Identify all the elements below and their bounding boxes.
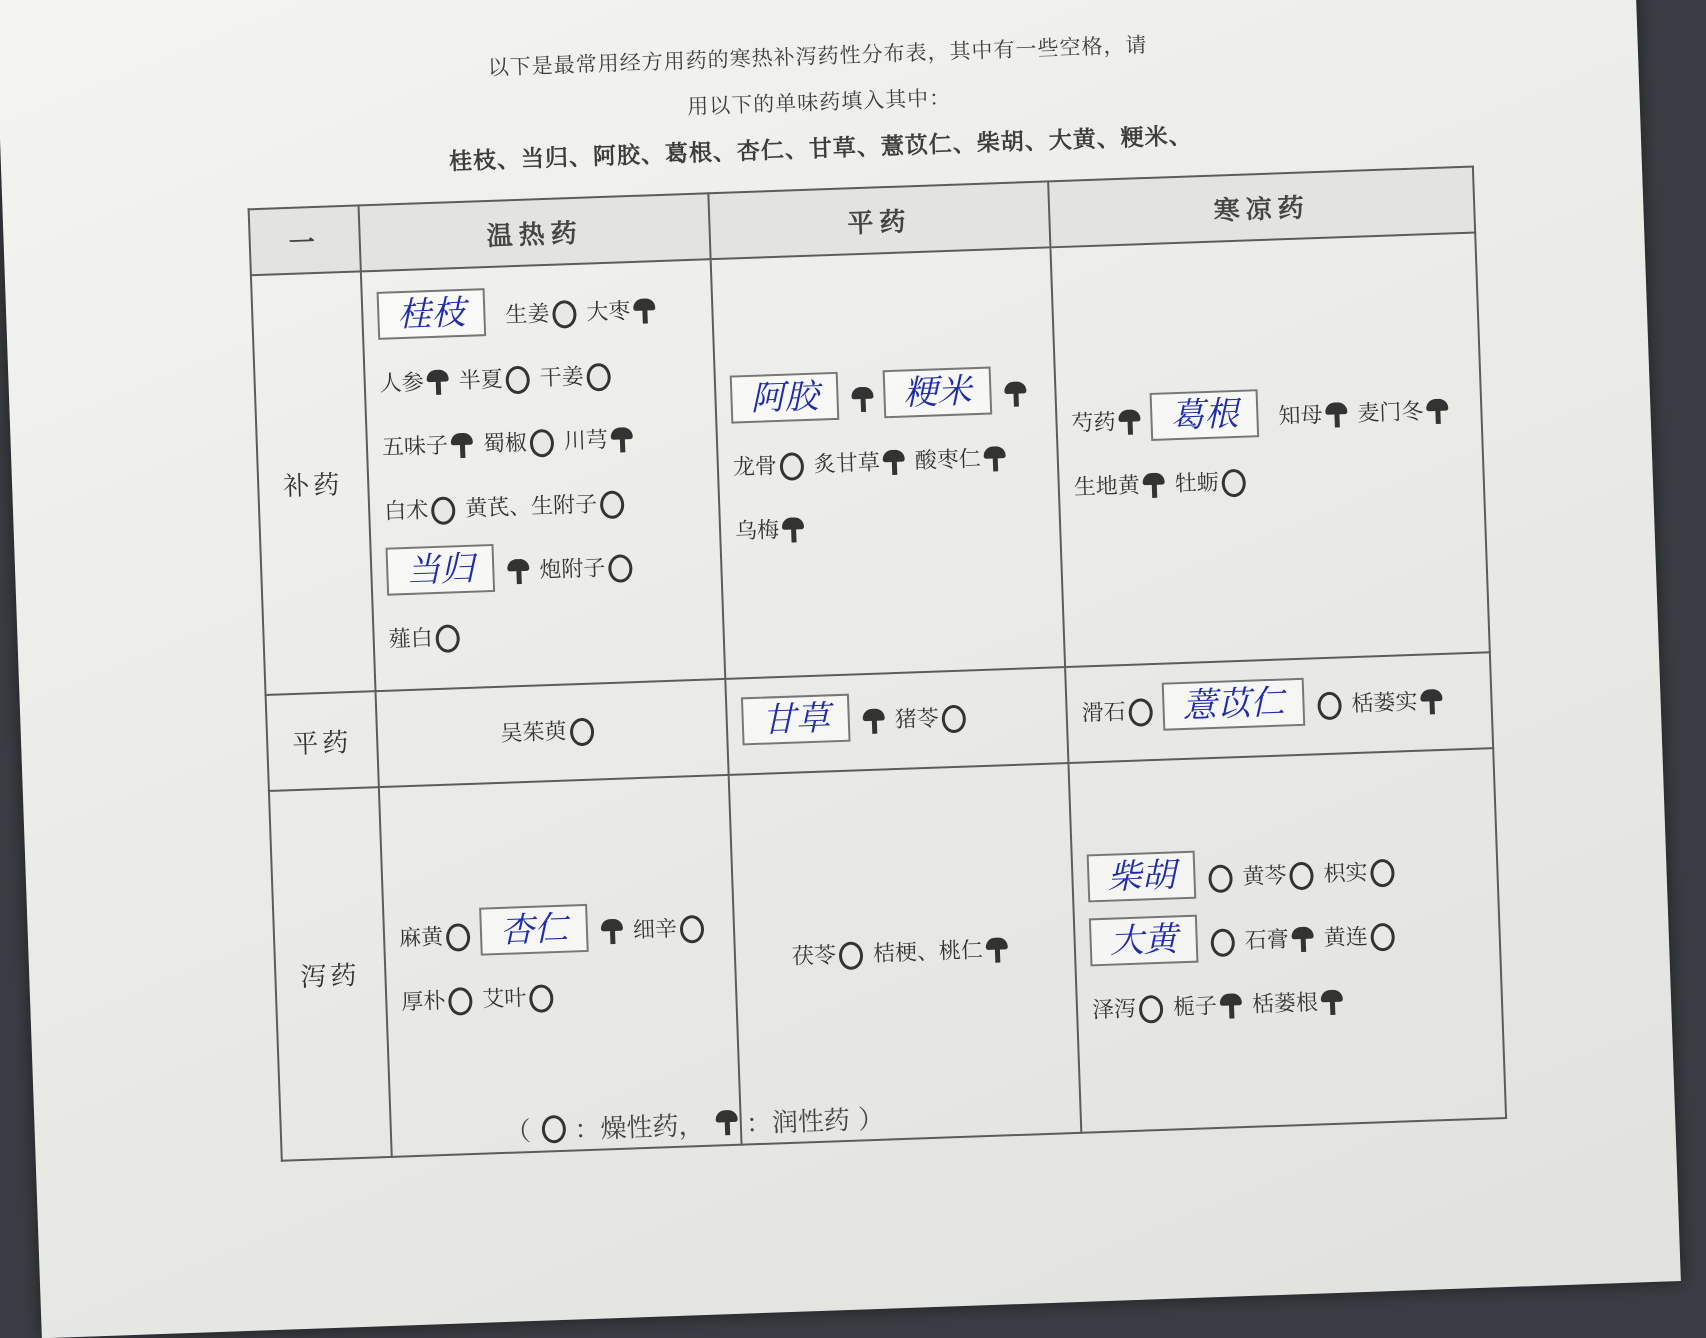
herb-name: 细辛 xyxy=(632,916,678,944)
herb-item xyxy=(813,431,906,498)
moist-mark-icon xyxy=(633,298,656,325)
herb-item xyxy=(585,279,656,345)
herb-item xyxy=(504,282,577,348)
moist-mark-icon xyxy=(426,369,449,396)
dry-mark-icon xyxy=(446,923,471,952)
column-header-cold: 寒凉药 xyxy=(1048,167,1475,248)
dry-mark-icon xyxy=(505,366,530,395)
herb-item xyxy=(1251,971,1344,1038)
herb-item xyxy=(539,345,612,411)
herb-item xyxy=(1241,844,1314,910)
herb-item xyxy=(388,606,461,672)
herb-item xyxy=(1071,390,1142,456)
moist-mark-icon xyxy=(507,559,530,586)
instruction-line-1: 以下是最常用经方用药的寒热补泻药性分布表，其中有一些空格，请 xyxy=(487,32,1148,80)
herb-item xyxy=(458,348,531,414)
dry-mark-icon xyxy=(431,496,456,525)
dry-mark-icon xyxy=(1289,862,1314,891)
herb-name: 五味子 xyxy=(381,433,449,461)
filled-answer-item xyxy=(730,368,875,437)
herb-cell xyxy=(729,763,1082,1145)
legend-close-paren: ） xyxy=(857,1104,885,1136)
herb-item xyxy=(1356,380,1449,447)
herb-item xyxy=(398,905,471,971)
dry-mark-icon xyxy=(680,915,705,944)
handwritten-answer-box[interactable]: 粳米 xyxy=(883,367,993,419)
column-header-neutral: 平药 xyxy=(708,181,1050,259)
herb-name: 吴茱萸 xyxy=(500,719,567,747)
handwritten-answer-box[interactable]: 杏仁 xyxy=(479,904,589,956)
filled-answer-item xyxy=(883,362,1028,431)
herb-cell xyxy=(361,259,725,691)
filled-answer-item xyxy=(1162,673,1343,743)
dry-mark-icon xyxy=(1139,995,1164,1024)
corner-header: 一 xyxy=(249,205,361,275)
herb-item xyxy=(1322,841,1395,907)
herb-name: 猪苓 xyxy=(894,706,940,734)
dry-mark-icon xyxy=(1210,928,1235,957)
dry-mark-icon xyxy=(1208,864,1233,893)
handwritten-answer-box[interactable]: 葛根 xyxy=(1150,389,1260,441)
herb-item xyxy=(1323,905,1396,971)
legend-dry-label: ：燥性药， xyxy=(573,1110,705,1146)
instruction-line-2: 用以下的单味药填入其中： xyxy=(686,85,952,119)
filled-answer-item xyxy=(1089,910,1236,979)
filled-answer-item xyxy=(479,900,624,969)
herb-item xyxy=(632,897,705,963)
dry-mark-icon xyxy=(586,363,611,392)
dry-mark-icon xyxy=(448,987,473,1016)
herb-cell xyxy=(1068,748,1506,1133)
herb-name: 栝蒌实 xyxy=(1351,689,1418,718)
herb-item xyxy=(1081,680,1154,746)
filled-answer-item xyxy=(741,689,886,758)
herb-name: 芍药 xyxy=(1071,410,1117,437)
herb-name: 茯苓 xyxy=(791,943,837,970)
herb-item xyxy=(400,969,473,1035)
moist-mark-icon xyxy=(715,1109,738,1136)
herb-name: 枳实 xyxy=(1323,860,1368,888)
filled-answer-item xyxy=(1149,386,1269,454)
herb-item xyxy=(1244,908,1315,974)
dry-mark-icon xyxy=(552,300,577,329)
handwritten-answer-box[interactable]: 柴胡 xyxy=(1087,851,1197,903)
dry-mark-icon xyxy=(779,452,804,481)
herb-item xyxy=(481,966,554,1032)
dry-mark-icon xyxy=(1370,859,1395,888)
row-header-purge: 泻药 xyxy=(269,787,392,1161)
moist-mark-icon xyxy=(1420,689,1443,716)
handwritten-answer-box[interactable]: 阿胶 xyxy=(730,372,840,424)
herb-name: 牡蛎 xyxy=(1174,470,1220,498)
herb-name: 干姜 xyxy=(539,364,585,392)
moist-mark-icon xyxy=(1142,473,1165,500)
herb-cell xyxy=(711,247,1065,679)
dry-mark-icon xyxy=(542,1114,567,1143)
dry-mark-icon xyxy=(839,941,864,970)
herb-item xyxy=(1174,451,1247,517)
herb-item xyxy=(1277,383,1348,449)
herb-name: 桔梗、桃仁 xyxy=(872,938,984,967)
handwritten-answer-box[interactable]: 甘草 xyxy=(741,694,851,746)
herb-name: 黄连 xyxy=(1323,924,1369,952)
herb-name: 半夏 xyxy=(458,367,504,395)
herb-name: 泽泻 xyxy=(1091,996,1137,1024)
moist-mark-icon xyxy=(882,450,905,477)
herb-name: 川芎 xyxy=(563,427,609,455)
dry-mark-icon xyxy=(435,624,460,653)
herb-item xyxy=(1091,977,1164,1043)
herb-name: 龙骨 xyxy=(732,454,778,481)
column-header-warm: 温热药 xyxy=(359,193,711,271)
dry-mark-icon xyxy=(1221,469,1246,498)
legend-moist-label: ：润性药 xyxy=(745,1105,851,1140)
table-row-purge xyxy=(269,748,1506,1161)
herb-name: 知母 xyxy=(1278,402,1323,430)
moist-mark-icon xyxy=(1426,399,1449,426)
herb-name: 黄芪、生附子 xyxy=(464,492,598,522)
herb-name: 酸枣仁 xyxy=(914,446,982,475)
handwritten-answer-box[interactable]: 薏苡仁 xyxy=(1162,678,1306,731)
herb-name: 大枣 xyxy=(586,299,631,326)
dry-mark-icon xyxy=(608,554,633,583)
herb-property-table xyxy=(248,166,1508,1162)
moist-mark-icon xyxy=(611,427,634,454)
handwritten-answer-box[interactable]: 大黄 xyxy=(1089,915,1199,967)
handwritten-answer-box[interactable]: 当归 xyxy=(386,544,496,596)
herb-item xyxy=(894,687,967,753)
herb-item xyxy=(563,408,634,474)
herb-name: 厚朴 xyxy=(400,988,446,1016)
handwritten-answer-box[interactable]: 桂枝 xyxy=(377,288,487,340)
filled-answer-item xyxy=(376,285,496,353)
moist-mark-icon xyxy=(601,919,624,946)
herb-cell xyxy=(376,679,729,787)
herb-item xyxy=(1350,670,1443,737)
herb-item xyxy=(538,536,633,603)
filled-answer-item xyxy=(1087,846,1234,915)
herb-cell xyxy=(379,775,742,1157)
herb-cell xyxy=(1065,652,1493,763)
herb-item xyxy=(1172,974,1243,1040)
herb-item xyxy=(734,498,805,564)
moist-mark-icon xyxy=(1004,381,1027,408)
moist-mark-icon xyxy=(782,517,805,544)
herb-item xyxy=(381,414,474,481)
herb-item xyxy=(791,923,864,989)
moist-mark-icon xyxy=(1325,402,1348,429)
herb-name: 栝蒌根 xyxy=(1251,990,1319,1018)
herb-cell xyxy=(1050,233,1489,668)
herb-item xyxy=(1073,454,1166,521)
dry-mark-icon xyxy=(569,718,594,747)
moist-mark-icon xyxy=(451,433,474,460)
table-row-tonic xyxy=(251,233,1490,695)
dry-mark-icon xyxy=(941,705,966,734)
herb-name: 白术 xyxy=(383,498,429,525)
herb-name: 麻黄 xyxy=(398,924,444,952)
herb-name: 人参 xyxy=(379,370,425,397)
herb-item xyxy=(732,434,805,500)
moist-mark-icon xyxy=(1220,993,1243,1020)
herb-name: 黄芩 xyxy=(1242,863,1287,891)
dry-mark-icon xyxy=(1370,923,1395,952)
herb-name: 麦门冬 xyxy=(1357,399,1424,427)
herb-name: 艾叶 xyxy=(481,986,527,1013)
moist-mark-icon xyxy=(1291,927,1314,954)
moist-mark-icon xyxy=(983,446,1006,473)
moist-mark-icon xyxy=(1321,990,1344,1017)
row-header-neutral: 平药 xyxy=(266,691,379,791)
moist-mark-icon xyxy=(1118,409,1141,436)
herb-name: 薤白 xyxy=(388,626,434,653)
moist-mark-icon xyxy=(862,708,885,735)
dry-mark-icon xyxy=(600,490,625,519)
filled-answer-item xyxy=(385,540,530,609)
row-header-tonic: 补药 xyxy=(251,271,376,695)
herb-word-bank: 桂枝、当归、阿胶、葛根、杏仁、甘草、薏苡仁、柴胡、大黄、粳米、 xyxy=(448,123,1194,176)
herb-name: 炙甘草 xyxy=(813,450,881,478)
herb-name: 蜀椒 xyxy=(482,430,528,458)
herb-item xyxy=(872,918,1009,987)
herb-name: 炮附子 xyxy=(538,556,606,584)
herb-name: 生姜 xyxy=(505,301,550,329)
herb-item xyxy=(464,472,625,542)
dry-mark-icon xyxy=(1317,691,1342,720)
herb-item xyxy=(379,350,450,416)
dry-mark-icon xyxy=(529,984,554,1013)
herb-name: 栀子 xyxy=(1172,994,1218,1021)
herb-name: 生地黄 xyxy=(1073,473,1141,501)
herb-name: 滑石 xyxy=(1081,700,1127,727)
herb-item xyxy=(383,478,456,544)
herb-item xyxy=(499,700,594,767)
herb-name: 石膏 xyxy=(1244,927,1290,954)
herb-name: 乌梅 xyxy=(734,517,780,545)
dry-mark-icon xyxy=(530,429,555,458)
moist-mark-icon xyxy=(851,387,874,414)
herb-cell xyxy=(725,667,1068,775)
herb-item xyxy=(914,427,1007,494)
moist-mark-icon xyxy=(986,937,1009,964)
herb-item xyxy=(482,411,555,477)
dry-mark-icon xyxy=(1128,698,1153,727)
legend-open-paren: （ xyxy=(504,1117,532,1148)
